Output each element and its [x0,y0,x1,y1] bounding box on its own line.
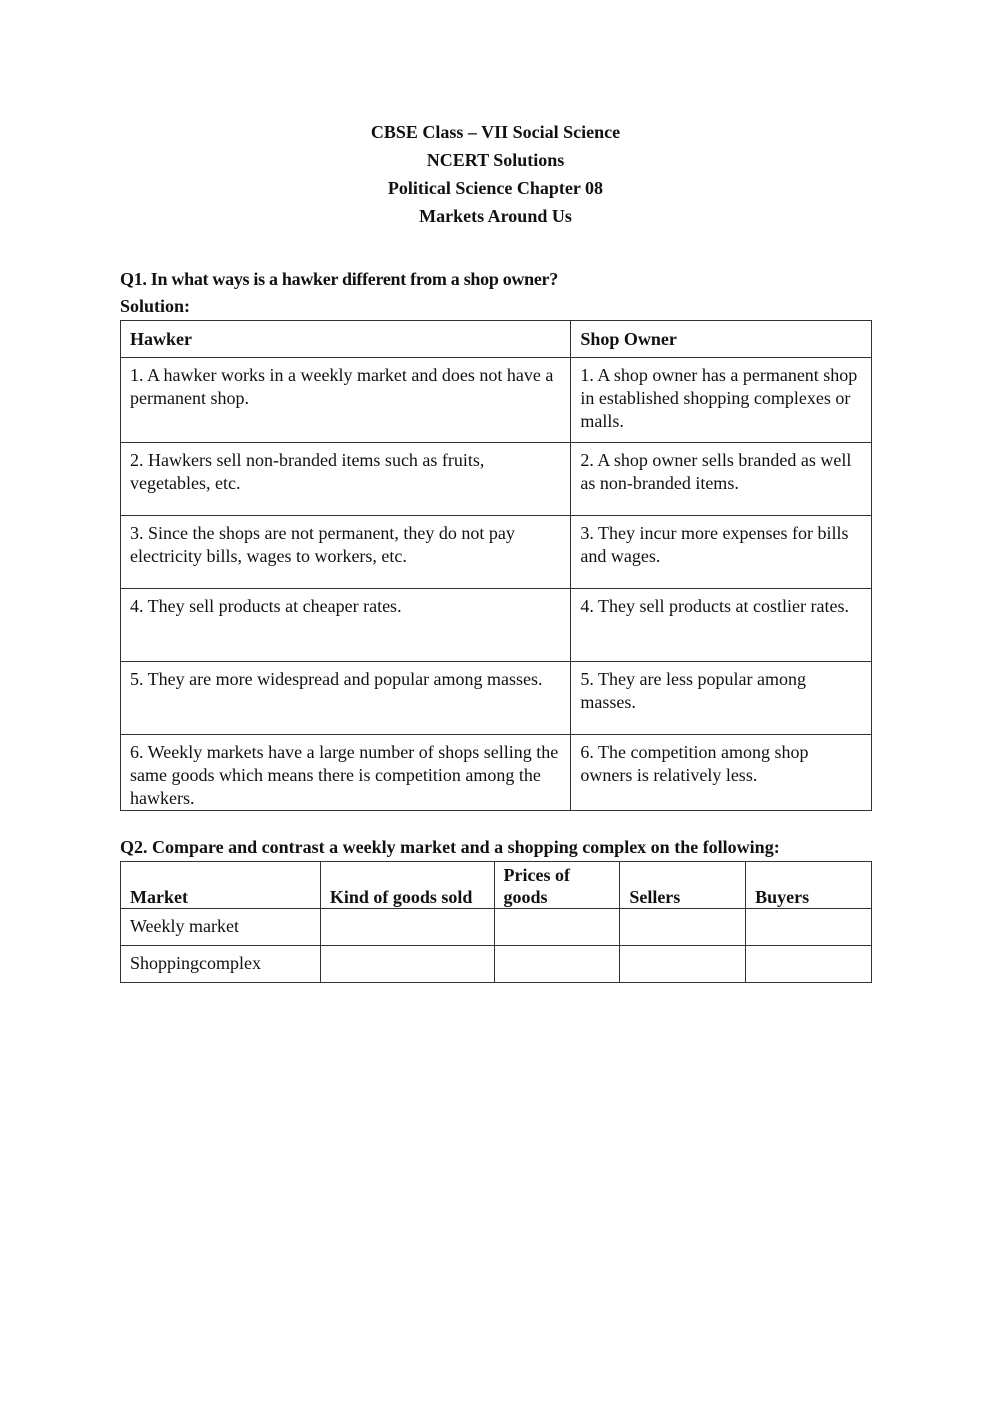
empty-cell [320,946,494,983]
hawker-cell: 3. Since the shops are not permanent, they do not pay electricity bills, wages to workers, etc. [121,516,571,589]
shop-owner-cell: 5. They are less popular among masses. [571,662,872,735]
header-class-line: CBSE Class – VII Social Science [370,122,621,142]
empty-cell [746,909,872,946]
shop-owner-cell: 6. The competition among shop owners is relatively less. [571,735,872,811]
header-sellers: Sellers [620,862,746,909]
solution-label: Solution: [120,296,191,316]
question-2: Q2. Compare and contrast a weekly market and a shopping complex on the following: [120,837,780,857]
shop-owner-cell: 1. A shop owner has a permanent shop in established shopping complexes or malls. [571,358,872,443]
table-row [121,443,872,516]
shop-owner-cell: 4. They sell products at costlier rates. [571,589,872,662]
table-row [121,589,872,662]
empty-cell [494,946,620,983]
table-row [121,735,872,811]
market-name-cell: Shoppingcomplex [121,946,321,983]
empty-cell [620,946,746,983]
table-row [121,946,872,983]
hawker-cell: 6. Weekly markets have a large number of shops selling the same goods which means there is competition among the hawkers. [121,735,571,811]
empty-cell [494,909,620,946]
shop-owner-cell: 2. A shop owner sells branded as well as non-branded items. [571,443,872,516]
shop-owner-cell: 3. They incur more expenses for bills and wages. [571,516,872,589]
table-row [121,909,872,946]
header-solutions-line: NCERT Solutions [426,150,565,170]
hawker-cell: 2. Hawkers sell non-branded items such as fruits, vegetables, etc. [121,443,571,516]
header-shop-owner: Shop Owner [571,321,872,358]
header-prices: Prices of goods [494,862,620,909]
hawker-vs-shop-owner-table [120,320,872,811]
hawker-cell: 1. A hawker works in a weekly market and does not have a permanent shop. [121,358,571,443]
market-name-cell: Weekly market [121,909,321,946]
header-chapter-line: Political Science Chapter 08 [387,178,604,198]
hawker-cell: 4. They sell products at cheaper rates. [121,589,571,662]
empty-cell [320,909,494,946]
table-row [121,662,872,735]
table-row [121,358,872,443]
header-hawker: Hawker [121,321,571,358]
table-header-row [121,862,872,909]
question-1: Q1. In what ways is a hawker different from a shop owner? [120,269,558,289]
header-topic-line: Markets Around Us [419,206,572,226]
document-header [0,118,991,230]
header-market: Market [121,862,321,909]
market-comparison-table [120,861,872,983]
hawker-cell: 5. They are more widespread and popular among masses. [121,662,571,735]
header-buyers: Buyers [746,862,872,909]
empty-cell [746,946,872,983]
header-kind-of-goods: Kind of goods sold [320,862,494,909]
table-header-row [121,321,872,358]
table-row [121,516,872,589]
empty-cell [620,909,746,946]
